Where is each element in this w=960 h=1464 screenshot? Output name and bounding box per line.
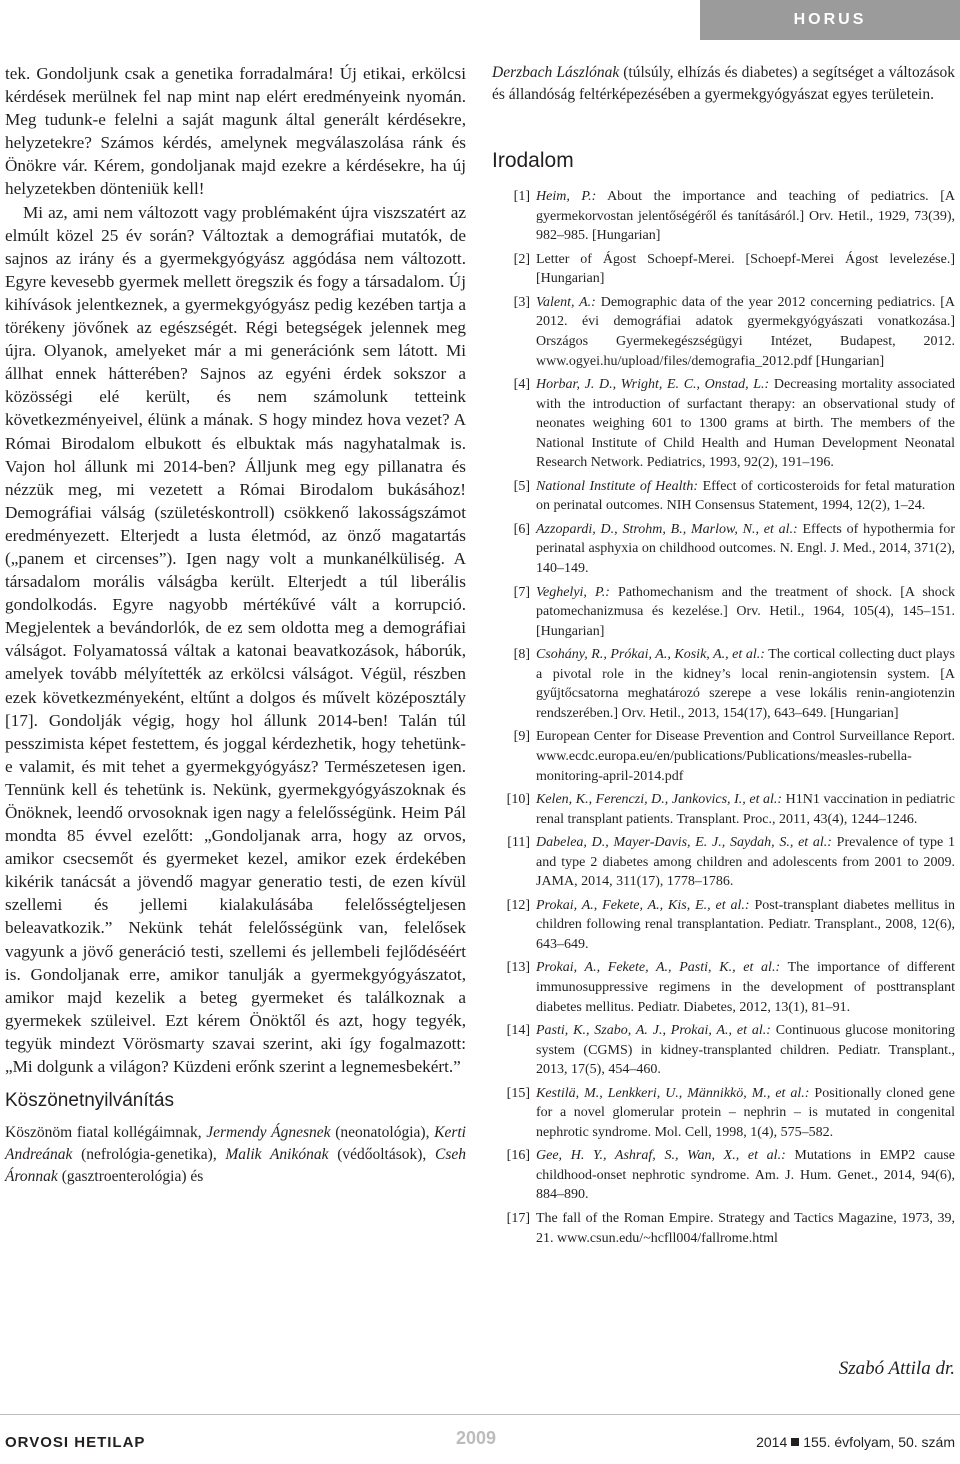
reference-body: Decreasing mortality associated with the introduction of surfactant therapy: an observational study of neonates weighing 601 to 1300 grams at birth. The members of the National Institute of Child Health and Human Development Neonatal Research Network. Pediatrics, 1993, 92(2), 191–196. <box>536 377 956 471</box>
reference-text <box>536 520 955 579</box>
reference-body: Prevalence of type 1 and type 2 diabetes among children and adolescents from 2001 to 2009. JAMA, 2014, 311(17), 1778–1786. <box>536 835 955 890</box>
reference-body: Letter of Ágost Schoepf-Merei. [Schoepf-Merei Ágost levelezése.] [Hungarian] <box>536 251 955 287</box>
issue-year: 2014 <box>756 1434 788 1450</box>
reference-body: The importance of different immunosuppressive regimens in the development of posttransplant diabetes mellitus. Pediatr. Diabetes, 2012, 13(1), 81–91. <box>536 960 955 1015</box>
reference-body: Effect of corticosteroids for fetal maturation on perinatal outcomes. NIH Consensus Statement, 1994, 12(2), 1–24. <box>536 478 955 514</box>
reference-number: [7] <box>513 584 530 600</box>
page-header <box>0 0 960 40</box>
ack-text-part: (védőoltások), <box>328 1145 435 1163</box>
reference-list <box>492 187 955 1248</box>
reference-authors: Csohány, R., Prókai, A., Kosik, A., et al.: <box>536 647 765 663</box>
reference-body: The cortical collecting duct plays a pivotal role in the kidney’s local renin-angiotensin system. [A gyűjtőcsatorna meghatározó szerepe a vese lokális renin-angiotenzin rendszerében.] Orv. Hetil., 2013, 154(17), 643–649. [Hungarian] <box>536 647 955 721</box>
ack-name: Malik Anikónak <box>225 1145 329 1163</box>
reference-authors: Heim, P.: <box>536 189 597 205</box>
reference-text <box>536 958 955 1017</box>
reference-body: Continuous glucose monitoring system (CGMS) in kidney-transplanted children. Pediatr. Transplant., 2013, 17(5), 454–460. <box>536 1023 955 1078</box>
reference-item <box>492 1084 955 1143</box>
reference-text <box>536 833 955 892</box>
left-column <box>5 62 466 1188</box>
reference-body: The fall of the Roman Empire. Strategy and Tactics Magazine, 1973, 39, 21. www.csun.edu/~hcfll004/fallrome.html <box>536 1210 955 1246</box>
reference-number: [1] <box>513 189 530 205</box>
acknowledgement-continued <box>492 62 955 105</box>
reference-authors: Azzopardi, D., Strohm, B., Marlow, N., et al.: <box>536 521 798 537</box>
reference-body: H1N1 vaccination in pediatric renal transplant patients. Transplant. Proc., 2011, 43(4), 1244–1246. <box>536 792 955 827</box>
reference-item <box>492 1021 955 1080</box>
reference-item <box>492 1146 955 1205</box>
author-signature: Szabó Attila dr. <box>838 1358 955 1379</box>
reference-text <box>536 187 955 246</box>
reference-item <box>492 477 955 516</box>
footer-divider <box>0 1414 960 1415</box>
reference-body: About the importance and teaching of pediatrics. [A gyermekorvostan jelentőségéről és tanításáról.] Orv. Hetil., 1929, 73(39), 982–985. [Hungarian] <box>536 189 956 244</box>
reference-number: [9] <box>513 729 530 745</box>
reference-item <box>492 896 955 955</box>
reference-number: [8] <box>513 647 530 663</box>
reference-authors: Kestilä, M., Lenkkeri, U., Männikkö, M., et al.: <box>536 1085 810 1101</box>
reference-number: [14] <box>506 1023 530 1039</box>
reference-item <box>492 727 955 786</box>
body-paragraph: tek. Gondoljunk csak a genetika forradalmára! Új etikai, erkölcsi kérdések merülnek fel nap mint nap elért eredményeink nyomán. Meg tudunk-e felelni a saját magunk által generált kérdésekre, helyzetekre? Számos kérdés, amelynek megválaszolása ránk és Önökre vár. Kérem, gondoljanak majd ezekre a kérdésekre, ha új helyzetekben dönteniük kell! <box>5 64 466 199</box>
issue-volume: 155. évfolyam, 50. szám <box>803 1434 955 1450</box>
reference-number: [13] <box>506 960 530 976</box>
reference-authors: Veghelyi, P.: <box>536 584 610 600</box>
reference-text <box>536 250 955 289</box>
reference-item <box>492 293 955 371</box>
ack-text-part: (túlsúly, elhízás és diabetes) a segítséget a változások és állandóság feltérképezésében a gyermekgyógyászat egyes területein. <box>492 64 955 103</box>
reference-item <box>492 375 955 473</box>
reference-number: [11] <box>507 835 530 851</box>
reference-authors: Valent, A.: <box>536 294 596 310</box>
reference-authors: Dabelea, D., Mayer-Davis, E. J., Saydah, S., et al.: <box>536 835 832 851</box>
acknowledgement-heading: Köszönetnyilvánítás <box>5 1090 174 1112</box>
reference-text <box>536 1209 955 1248</box>
reference-body: European Center for Disease Prevention and Control Surveillance Report. www.ecdc.europa.eu/en/publications/Publications/measles-rubella-monitoring-april-2014.pdf <box>536 729 955 784</box>
reference-body: Positionally cloned gene for a novel glomerular protein – nephrin – is mutated in congenital nephrotic syndrome. Mol. Cell, 1998, 1(4), 575–582. <box>536 1085 955 1140</box>
section-tab: HORUS <box>700 0 960 40</box>
ack-name: Kerti Andreának <box>5 1124 466 1163</box>
reference-number: [2] <box>513 251 530 267</box>
journal-name: ORVOSI HETILAP <box>5 1434 146 1451</box>
reference-text <box>536 477 955 516</box>
reference-authors: Horbar, J. D., Wright, E. C., Onstad, L.: <box>536 377 770 393</box>
reference-number: [12] <box>506 897 530 913</box>
reference-text <box>536 375 955 473</box>
reference-text <box>536 293 955 371</box>
reference-number: [4] <box>513 377 530 393</box>
reference-number: [10] <box>506 792 530 808</box>
reference-number: [6] <box>513 521 530 537</box>
reference-text <box>536 1021 955 1080</box>
acknowledgement-text <box>5 1122 466 1187</box>
reference-item <box>492 645 955 723</box>
right-column <box>492 62 955 1252</box>
reference-item <box>492 250 955 289</box>
reference-authors: Prokai, A., Fekete, A., Pasti, K., et al.: <box>536 960 781 976</box>
ack-name: Jermendy Ágnesnek <box>206 1124 331 1142</box>
reference-authors: Gee, H. Y., Ashraf, S., Wan, X., et al.: <box>536 1148 786 1164</box>
page-footer <box>0 1428 960 1456</box>
reference-text <box>536 645 955 723</box>
reference-number: [5] <box>513 478 530 494</box>
page-number: 2009 <box>456 1428 497 1448</box>
reference-text <box>536 790 955 829</box>
ack-name: Cseh Áronnak <box>5 1145 466 1185</box>
reference-number: [3] <box>513 294 530 310</box>
reference-body: Demographic data of the year 2012 concerning pediatrics. [A 2012. évi demográfiai adatok gyermekgyógyászati vonatkozása.] Országos Gyermekegészségügyi Intézet, Budapest, 2012. www.ogyei.hu/upload/files/demografia_2012.pdf [Hungarian] <box>536 294 955 369</box>
body-paragraph: Mi az, ami nem változott vagy problémaként újra viszszatért az elmúlt közel 25 év során? Változtak a demográfiai mutatók, de sajnos az irány és a gyermekgyógyász aggódása nem változott. Egyre kevesebb gyermek mellett öregszik és fogy a társadalom. Új kihívások jelentkeznek, a gyermekgyógyász pedig kezében tartja a törékeny jövőnek az egészségét. Régi betegségek jelennek meg újra. Olyanok, amelyeket már a mi generációnk sem látott. Mi állhat ennek hátterében? Sajnos az egyéni érdek sokszor a közösségi elé került, és nem számolunk tetteink következményeivel, élünk a mának. S hogy mindez hova vezet? A Római Birodalom elbukott és elbuktak más nagyhatalmak is. Vajon hol állunk mi 2014-ben? Álljunk meg egy pillanatra és nézzük meg, mi vezetett a Római Birodalom bukásához! Demográfiai válság (születéskontroll) csökkenő lakosságszámot eredményezett. Elterjedt a lusta életmód, az önző magatartás („panem et circenses”). Igen nagy volt a munkanélküliség. A társadalom morális válságba került. Elterjedt a túl liberális gondolkodás. Egyre nagyobb mértékűvé vált a korrupció. Megjelentek a bevándorlók, de ez sem oldotta meg a demográfiai válságot. Folyamatossá váltak a katonai beavatkozások, háborúk, amelyek tovább mélyítették az erkölcsi válságot. Végül, részben ezek következményeként, eltűnt a dolgos és művelt középosztály [17]. Gondolják végig, hogy hol állunk 2014-ben! Talán túl pesszimista képet festettem, és joggal kérdezhetik, hogy tehetünk-e valamit, és mit tehet a gyermekgyógyász? Természetesen igen. Tennünk kell és tehetünk is. Nekünk, gyermekgyógyászoknak és Önöknek, leendő orvosoknak igen nagy a felelősségünk. Heim Pál mondta 85 évvel ezelőtt: „Gondoljanak arra, hogy az orvos, amikor csecsemőt és gyermeket kezel, amikor ezek érdekében kikérik tanácsát a jövendő magyar generatio testi, de ezen kívül szellemi és jellemi kialakulásába felelősségteljesen beleavatkozik.” Nekünk tehát felelősségünk van, felelősek vagyunk a jövő generáció testi, szellemi és jellembeli fejlődéséért is. Gondoljanak erre, amikor tanulják a gyermekgyógyászatot, amikor majd kezelik a beteg gyermeket és találkoznak a gyermekek szüleivel. Ezt kérem Önöktől és azt, hogy tegyék, tegyük mindezt Vörösmarty szavai szerint, aki így fogalmazott: „Mi dolgunk a világon? Küzdeni erőnk szerint a legnemesbekért.” <box>5 202 466 1077</box>
reference-body: Pathomechanism and the treatment of shock. [A shock patomechanizmusa és kezelése.] Orv. Hetil., 1964, 105(4), 145–151. [Hungarian] <box>536 584 955 639</box>
reference-item <box>492 187 955 246</box>
reference-text <box>536 727 955 786</box>
reference-text <box>536 1146 955 1205</box>
reference-body: Mutations in EMP2 cause childhood-onset nephrotic syndrome. Am. J. Hum. Genet., 2014, 94(6), 884–890. <box>536 1148 956 1203</box>
reference-number: [17] <box>506 1210 530 1226</box>
reference-item <box>492 520 955 579</box>
references-heading: Irodalom <box>492 149 574 173</box>
reference-authors: National Institute of Health: <box>536 478 699 494</box>
reference-item <box>492 833 955 892</box>
ack-text-part: (nefrológia-genetika), <box>72 1145 226 1163</box>
reference-authors: Kelen, K., Ferenczi, D., Jankovics, I., et al.: <box>536 792 783 808</box>
reference-number: [16] <box>506 1148 530 1164</box>
reference-text <box>536 1084 955 1143</box>
reference-authors: Pasti, K., Szabo, A. J., Prokai, A., et al.: <box>536 1023 771 1039</box>
ack-text-part: Köszönöm fiatal kollégáimnak, <box>5 1124 207 1142</box>
reference-number: [15] <box>506 1085 530 1101</box>
reference-authors: Prokai, A., Fekete, A., Kis, E., et al.: <box>536 897 750 913</box>
ack-text-part: (neonatológia), <box>330 1124 435 1142</box>
reference-item <box>492 583 955 642</box>
reference-text <box>536 583 955 642</box>
reference-body: Post-transplant diabetes mellitus in children following renal transplantation. Pediatr. Transplant., 2008, 12(6), 643–649. <box>536 897 955 952</box>
square-bullet-icon <box>791 1438 799 1446</box>
reference-item <box>492 790 955 829</box>
ack-text-part: (gasztroenterológia) és <box>57 1167 204 1185</box>
reference-text <box>536 896 955 955</box>
issue-info <box>756 1434 955 1450</box>
reference-item <box>492 1209 955 1248</box>
reference-item <box>492 958 955 1017</box>
reference-body: Effects of hypothermia for perinatal asphyxia on childhood outcomes. N. Engl. J. Med., 2014, 371(2), 140–149. <box>536 521 956 577</box>
ack-name: Derzbach Lászlónak <box>492 64 620 81</box>
